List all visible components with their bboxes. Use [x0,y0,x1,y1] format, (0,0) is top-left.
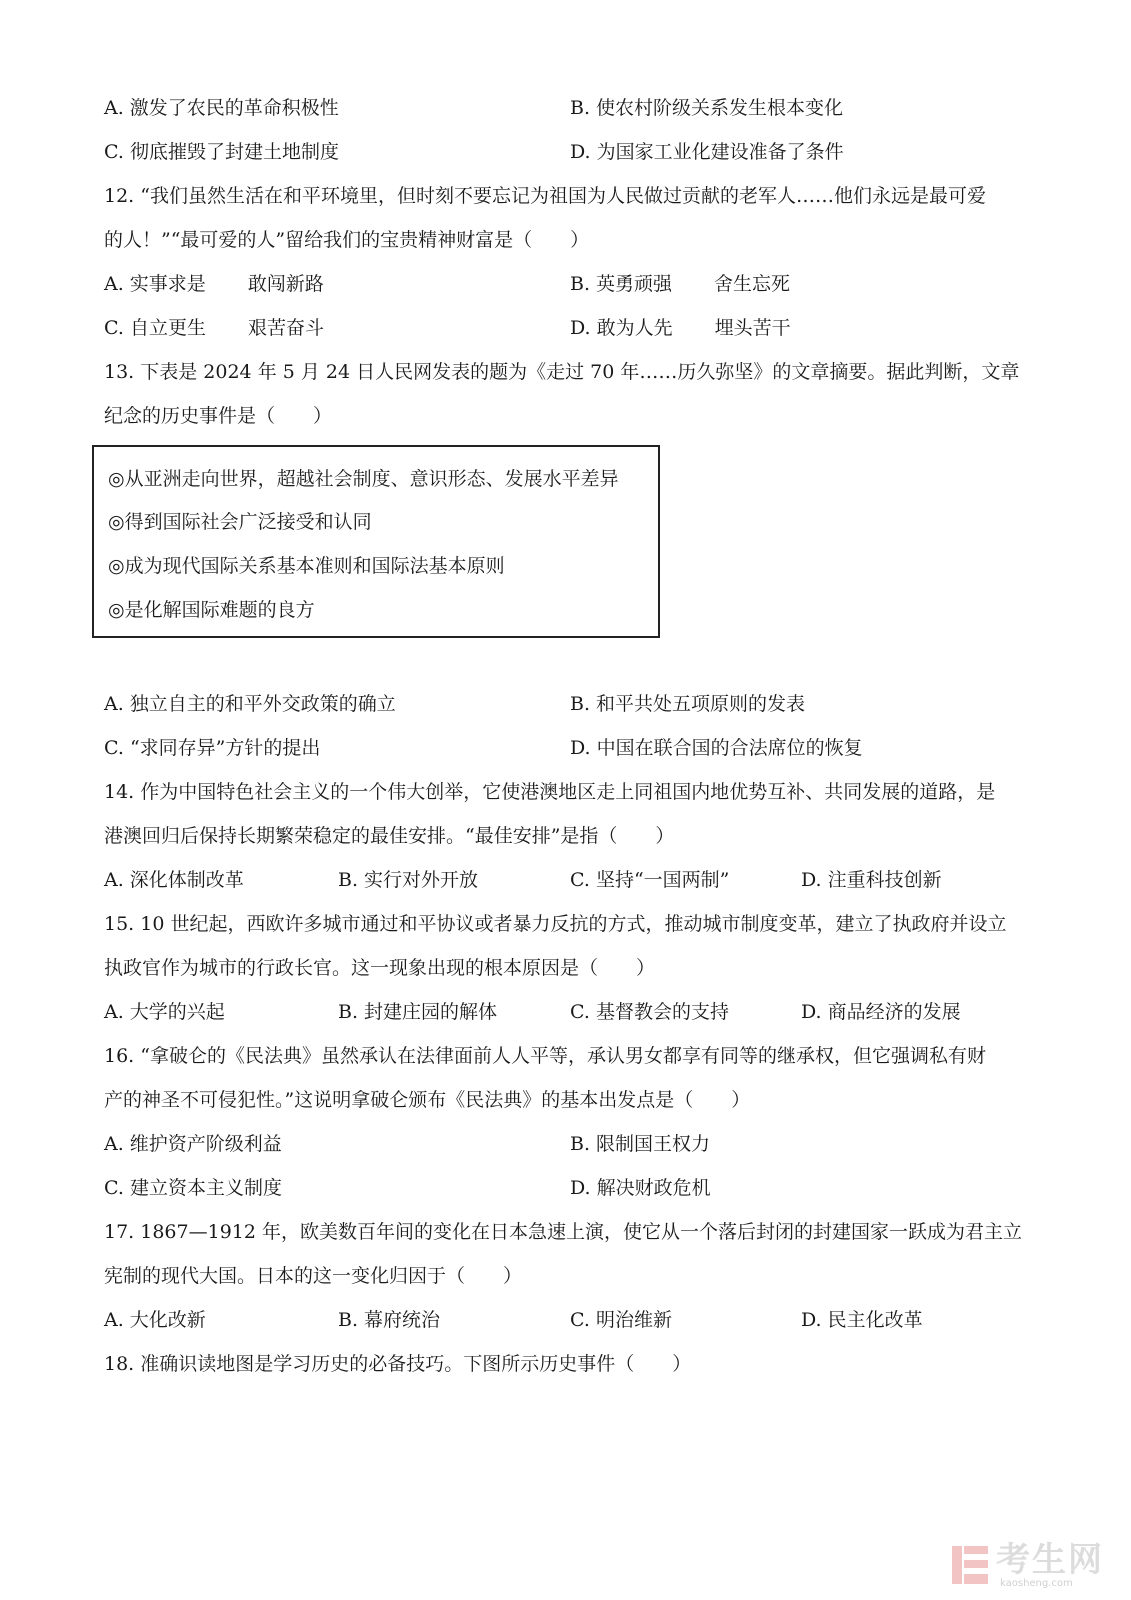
q14-option-d: D. 注重科技创新 [801,869,942,891]
q17-option-a: A. 大化改新 [104,1309,206,1331]
q11-option-c: C. 彻底摧毁了封建土地制度 [104,141,339,163]
q13-excerpt-item: ◎从亚洲走向世界，超越社会制度、意识形态、发展水平差异 [108,468,619,490]
q12-option-a [104,272,324,296]
q13-excerpt-item: ◎得到国际社会广泛接受和认同 [108,511,372,533]
q12-option-c-part2: 艰苦奋斗 [247,317,324,339]
q17-stem-line1: 17. 1867—1912 年，欧美数百年间的变化在日本急速上演，使它从一个落后封闭的封建国家一跃成为君主立 [104,1221,1023,1243]
q12-option-d [570,316,791,340]
q15-option-d: D. 商品经济的发展 [801,1001,961,1023]
q14-stem-line2: 港澳回归后保持长期繁荣稳定的最佳安排。“最佳安排”是指（ ） [104,825,675,847]
q13-option-d: D. 中国在联合国的合法席位的恢复 [570,737,863,759]
q13-stem-line1: 13. 下表是 2024 年 5 月 24 日人民网发表的题为《走过 70 年……历久弥坚》的文章摘要。据此判断，文章 [104,361,1020,383]
q16-stem-line2: 产的神圣不可侵犯性。”这说明拿破仑颁布《民法典》的基本出发点是（ ） [104,1089,751,1111]
q12-option-c [104,316,324,340]
q13-option-a: A. 独立自主的和平外交政策的确立 [104,693,396,715]
q12-option-c-part1: C. 自立更生 [104,317,206,339]
q13-excerpt-item: ◎是化解国际难题的良方 [108,599,315,621]
q15-option-b: B. 封建庄园的解体 [338,1001,498,1023]
q11-option-b: B. 使农村阶级关系发生根本变化 [570,97,844,119]
q11-option-a: A. 激发了农民的革命积极性 [104,97,339,119]
q12-stem-line2: 的人！”“最可爱的人”留给我们的宝贵精神财富是（ ） [104,229,590,251]
q15-option-c: C. 基督教会的支持 [570,1001,729,1023]
watermark-url: kaosheng.com [1000,1578,1073,1589]
q16-stem-line1: 16. “拿破仑的《民法典》虽然承认在法律面前人人平等，承认男女都享有同等的继承权，但它强调私有财 [104,1045,986,1067]
q14-option-b: B. 实行对外开放 [338,869,479,891]
q16-option-d: D. 解决财政危机 [570,1177,711,1199]
q17-option-b: B. 幕府统治 [338,1309,441,1331]
kaosheng-watermark [950,1538,1120,1592]
q13-option-c: C. “求同存异”方针的提出 [104,737,321,759]
q11-option-d: D. 为国家工业化建设准备了条件 [570,141,844,163]
q12-option-b-part2: 舍生忘死 [714,273,791,295]
q16-option-b: B. 限制国王权力 [570,1133,711,1155]
q17-option-c: C. 明治维新 [570,1309,672,1331]
q12-option-d-part2: 埋头苦干 [714,317,791,339]
q12-option-b-part1: B. 英勇顽强 [570,273,673,295]
q12-stem-line1: 12. “我们虽然生活在和平环境里，但时刻不要忘记为祖国为人民做过贡献的老军人……他们永远是最可爱 [104,185,986,207]
q13-excerpt-item: ◎成为现代国际关系基本准则和国际法基本原则 [108,555,505,577]
q16-option-a: A. 维护资产阶级利益 [104,1133,282,1155]
watermark-text: 考生网 [996,1540,1104,1580]
q14-option-c: C. 坚持“一国两制” [570,869,730,891]
q13-excerpt-box [92,445,660,638]
q14-stem-line1: 14. 作为中国特色社会主义的一个伟大创举，它使港澳地区走上同祖国内地优势互补、共同发展的道路，是 [104,781,996,803]
q13-stem-line2: 纪念的历史事件是（ ） [104,405,333,427]
q14-option-a: A. 深化体制改革 [104,869,244,891]
q12-option-a-part1: A. 实事求是 [104,273,206,295]
q12-option-d-part1: D. 敢为人先 [570,317,673,339]
q16-option-c: C. 建立资本主义制度 [104,1177,282,1199]
q15-stem-line1: 15. 10 世纪起，西欧许多城市通过和平协议或者暴力反抗的方式，推动城市制度变革，建立了执政府并设立 [104,913,1007,935]
q12-option-b [570,272,790,296]
q13-option-b: B. 和平共处五项原则的发表 [570,693,806,715]
q17-option-d: D. 民主化改革 [801,1309,923,1331]
q17-stem-line2: 宪制的现代大国。日本的这一变化归因于（ ） [104,1265,523,1287]
q15-stem-line2: 执政官作为城市的行政长官。这一现象出现的根本原因是（ ） [104,957,656,979]
kaosheng-logo-icon [950,1542,990,1588]
q18-stem-line1: 18. 准确识读地图是学习历史的必备技巧。下图所示历史事件（ ） [104,1353,692,1375]
q15-option-a: A. 大学的兴起 [104,1001,225,1023]
q12-option-a-part2: 敢闯新路 [247,273,324,295]
